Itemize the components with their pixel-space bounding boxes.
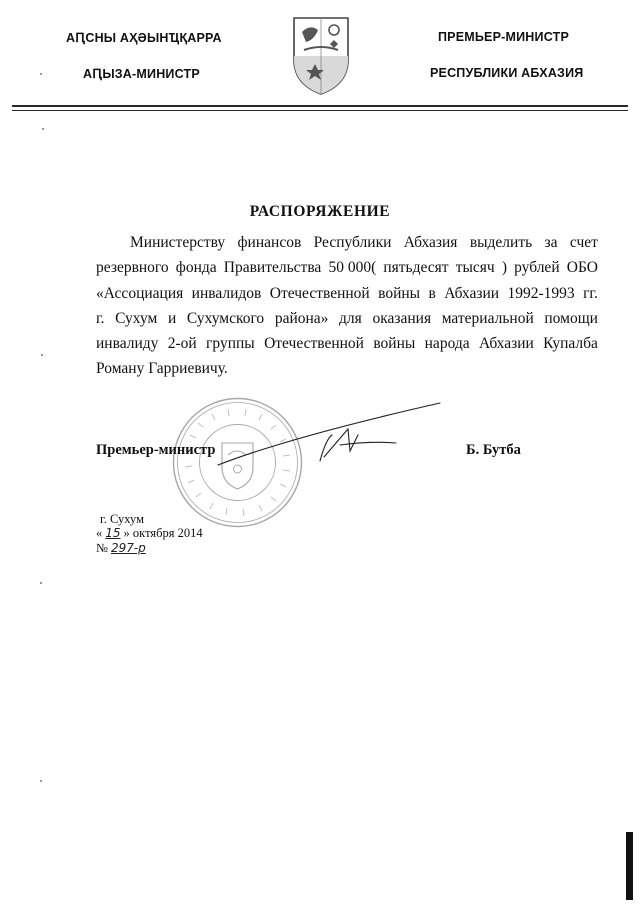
order-text-line — [96, 281, 598, 306]
header-right-line2: РЕСПУБЛИКИ АБХАЗИЯ — [430, 66, 584, 80]
word: Абхазия — [403, 234, 458, 251]
word: инвалиду — [96, 335, 159, 353]
word: Отечественной — [264, 335, 364, 353]
number-value: 297-р — [110, 541, 146, 555]
document-title: РАСПОРЯЖЕНИЕ — [249, 203, 391, 220]
word: для — [339, 309, 362, 327]
word: «Ассоциация — [96, 284, 184, 302]
order-number — [96, 541, 149, 556]
header-right-line1: ПРЕМЬЕР-МИНИСТР — [438, 30, 569, 44]
scan-speck — [42, 128, 44, 130]
word: тысяч — [455, 259, 495, 277]
word: резервного — [96, 259, 169, 277]
order-text-line — [96, 230, 598, 255]
scan-speck — [41, 354, 43, 356]
word: Отечественной — [269, 284, 370, 302]
signatory-name: Б. Бутба — [466, 442, 521, 458]
word: Республики — [313, 234, 392, 251]
date-day: 15 — [105, 526, 121, 540]
order-text — [96, 230, 598, 382]
header-left-line2: АԤЫЗА-МИНИСТР — [83, 67, 200, 81]
scan-edge-shadow — [626, 832, 633, 900]
date-quote-close: » — [123, 526, 130, 540]
number-label: № — [96, 541, 108, 555]
word: войны — [373, 335, 416, 353]
word: за — [544, 234, 558, 251]
word: района» — [274, 309, 329, 327]
issue-date — [96, 526, 203, 541]
state-emblem-icon — [290, 14, 352, 98]
word: выделить — [469, 234, 533, 251]
order-text-line — [96, 306, 598, 331]
word: фонда — [175, 259, 217, 277]
word: ) — [501, 259, 507, 277]
word: войны — [378, 284, 421, 302]
word: 1992-1993 — [507, 284, 575, 302]
word: и — [167, 309, 177, 327]
word: народа — [424, 335, 470, 353]
word: Роману Гарриевичу. — [96, 360, 228, 378]
order-text-line — [96, 356, 598, 381]
header-left-line1: АԤСНЫ АҲӘЫНҴҚАРРА — [66, 31, 222, 45]
scan-speck — [40, 73, 42, 75]
order-text-line — [96, 331, 598, 356]
header-rule-thick — [12, 105, 628, 107]
word: финансов — [237, 234, 302, 251]
date-quote-open: « — [96, 526, 103, 540]
scan-speck — [40, 780, 42, 782]
word: Сухум — [115, 309, 158, 327]
word: материальной — [441, 309, 534, 327]
signatory-position: Премьер-министр — [96, 442, 216, 458]
word: инвалидов — [191, 284, 262, 302]
word: в — [428, 284, 436, 302]
word: Купалба — [543, 335, 598, 353]
scan-speck — [40, 582, 42, 584]
word: оказания — [372, 309, 432, 327]
word: рублей — [514, 259, 560, 277]
word: Абхазии — [444, 284, 500, 302]
word: Правительства — [223, 259, 322, 277]
word: 2-ой — [167, 335, 197, 353]
order-text-line — [96, 255, 598, 280]
word: счет — [569, 234, 598, 251]
word: Министерству — [130, 234, 226, 251]
word: пятьдесят — [383, 259, 449, 277]
word: Сухумского — [186, 309, 265, 327]
word: гг. — [583, 284, 598, 302]
handwritten-signature-icon — [200, 395, 460, 475]
header-rule-thin — [12, 110, 628, 111]
issue-city: г. Сухум — [100, 512, 145, 526]
word: помощи — [544, 309, 598, 327]
word: группы — [206, 335, 255, 353]
word: ОБО — [566, 259, 598, 277]
word: 50 000( — [328, 259, 377, 277]
word: г. — [96, 309, 105, 327]
date-month-year: октября 2014 — [132, 526, 203, 540]
word: Абхазии — [478, 335, 534, 353]
